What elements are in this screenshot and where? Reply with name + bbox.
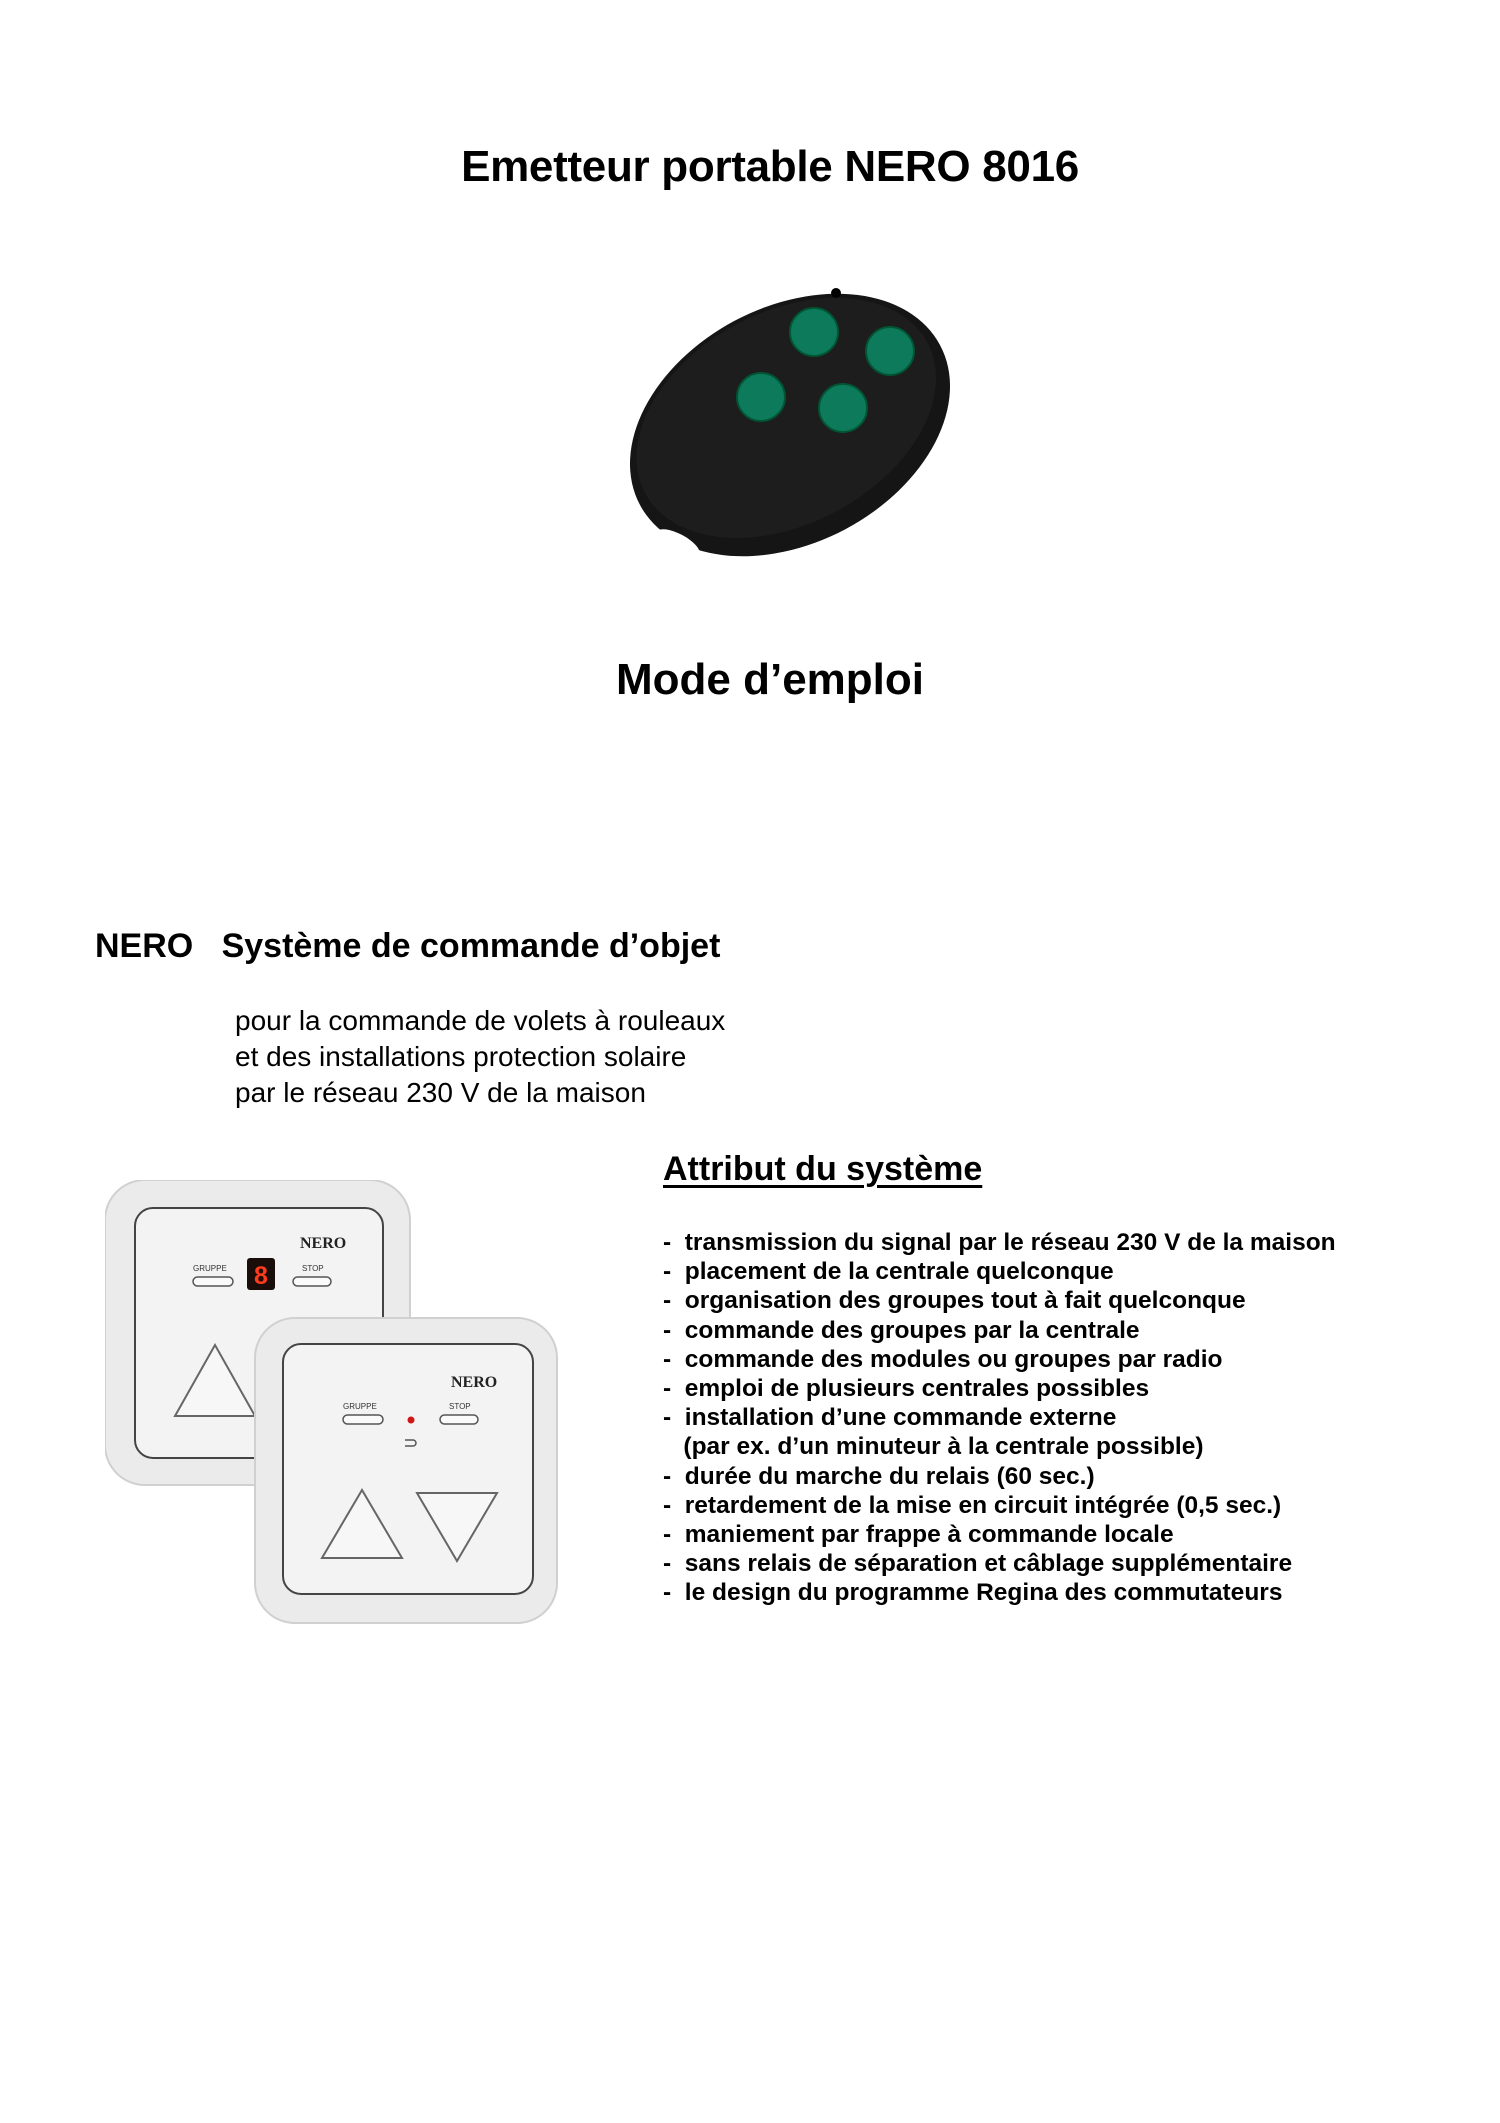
status-led-icon <box>408 1417 415 1424</box>
attributes-heading: Attribut du système <box>663 1150 983 1188</box>
document-title: Emetteur portable NERO 8016 <box>461 142 1079 191</box>
list-item: - commande des modules ou groupes par radio <box>663 1345 1223 1373</box>
stop-button[interactable] <box>293 1277 331 1286</box>
description-line: pour la commande de volets à rouleaux <box>235 1005 726 1036</box>
stop-button[interactable] <box>440 1415 478 1424</box>
stop-label: STOP <box>302 1264 324 1273</box>
description-line: et des installations protection solaire <box>235 1041 687 1072</box>
description-line: par le réseau 230 V de la maison <box>235 1077 646 1108</box>
list-item: - sans relais de séparation et câblage supplémentaire <box>663 1550 1293 1578</box>
display-digit: 8 <box>254 1262 268 1290</box>
switch-brand-label: NERO <box>451 1374 498 1391</box>
stop-label: STOP <box>449 1402 471 1411</box>
brand-name: NERO <box>95 927 194 965</box>
attributes-list <box>663 1228 1336 1608</box>
list-item: - organisation des groupes tout à fait quelconque <box>663 1287 1246 1315</box>
local-switch <box>255 1318 557 1623</box>
list-item: - maniement par frappe à commande locale <box>663 1521 1174 1549</box>
group-button[interactable] <box>193 1277 233 1286</box>
list-item: - emploi de plusieurs centrales possibles <box>663 1375 1150 1403</box>
list-item: - retardement de la mise en circuit intégrée (0,5 sec.) <box>663 1491 1282 1519</box>
system-description <box>235 1003 725 1111</box>
list-item: - placement de la centrale quelconque <box>663 1258 1114 1286</box>
remote-button-3[interactable] <box>737 373 785 421</box>
document-subtitle: Mode d’emploi <box>616 655 924 704</box>
switch-brand-label: NERO <box>300 1235 347 1252</box>
system-heading <box>95 927 720 966</box>
group-label: GRUPPE <box>343 1402 377 1411</box>
list-item: - commande des groupes par la centrale <box>663 1316 1140 1344</box>
list-item: - durée du marche du relais (60 sec.) <box>663 1462 1095 1490</box>
group-button[interactable] <box>343 1415 383 1424</box>
remote-control-image <box>618 265 963 585</box>
system-heading-text: Système de commande d’objet <box>221 927 721 965</box>
list-item: - transmission du signal par le réseau 230 V de la maison <box>663 1229 1336 1256</box>
remote-button-1[interactable] <box>790 308 838 356</box>
remote-button-2[interactable] <box>866 327 914 375</box>
list-item: - le design du programme Regina des commutateurs <box>663 1579 1283 1607</box>
group-label: GRUPPE <box>193 1264 227 1273</box>
list-item: (par ex. d’un minuteur à la centrale possible) <box>663 1433 1204 1461</box>
led-icon <box>831 288 841 298</box>
remote-button-4[interactable] <box>819 384 867 432</box>
list-item: - installation d’une commande externe <box>663 1404 1117 1432</box>
wall-switch-image <box>105 1180 560 1630</box>
